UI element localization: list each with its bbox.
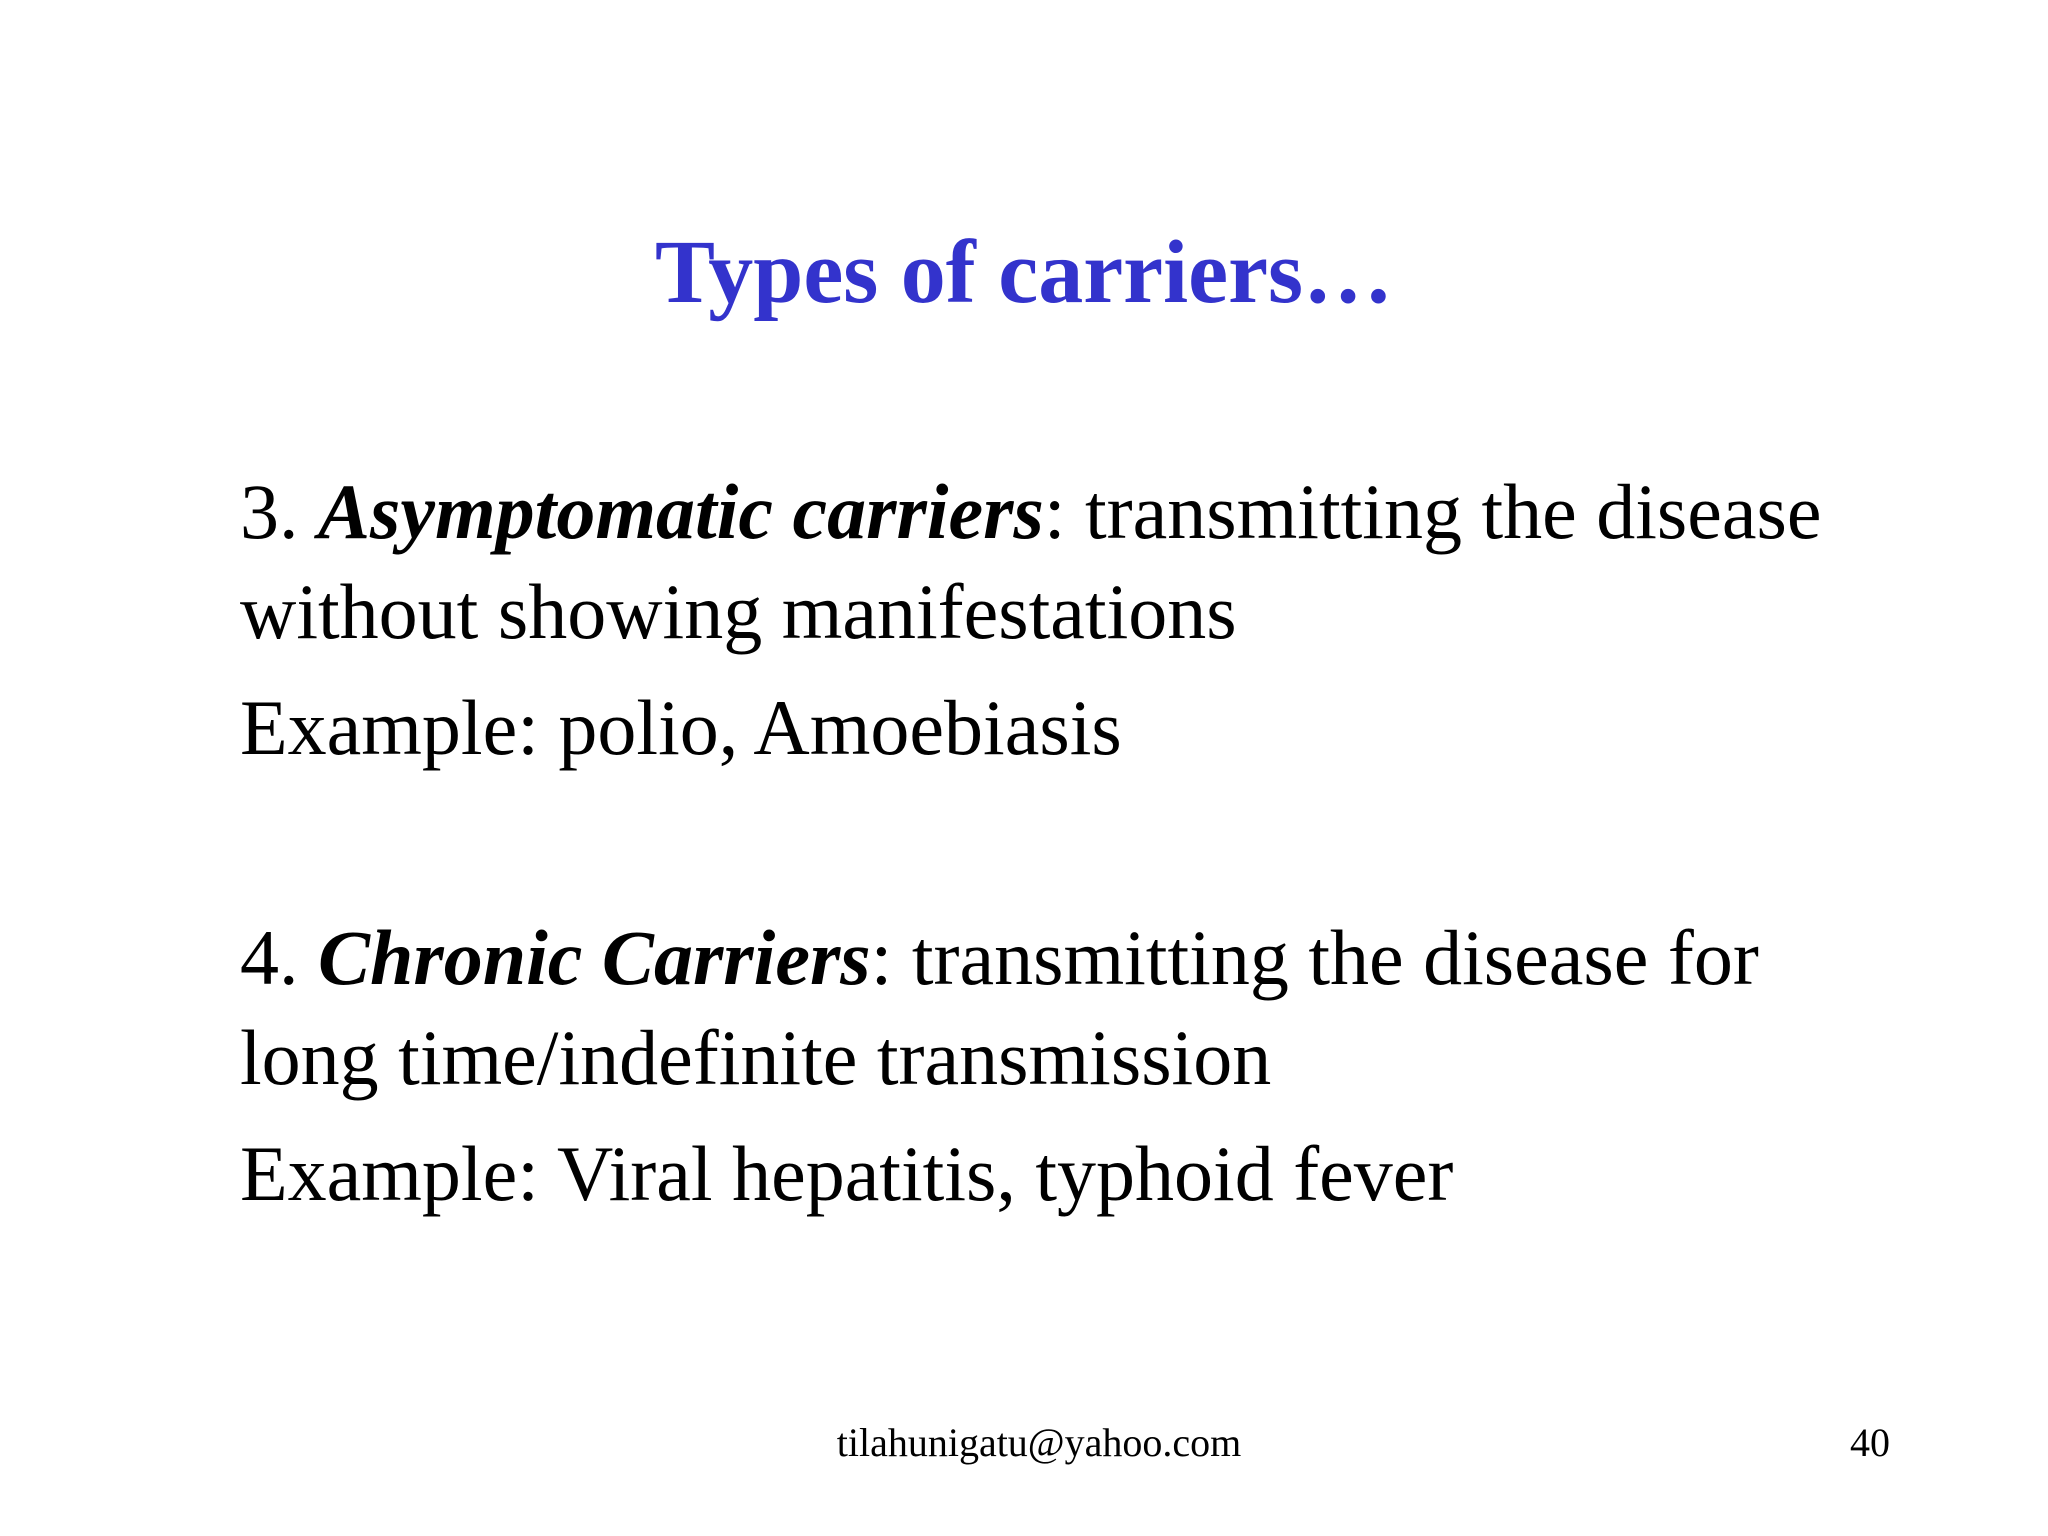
item-number: 4. xyxy=(240,914,299,1001)
carrier-item-chronic xyxy=(240,908,1900,1224)
footer-email: tilahunigatu@yahoo.com xyxy=(836,1420,1242,1465)
item-term: Asymptomatic carriers xyxy=(318,468,1044,555)
item-example: Example: polio, Amoebiasis xyxy=(240,684,1122,771)
page-number: 40 xyxy=(1850,1420,1890,1465)
item-term: Chronic Carriers xyxy=(318,914,871,1001)
item-definition: : transmitting the disease xyxy=(1043,468,1822,555)
item-definition: : transmitting the disease for xyxy=(870,914,1759,1001)
carrier-item-asymptomatic xyxy=(240,462,1900,778)
item-line-1 xyxy=(240,908,1900,1008)
slide-title: Types of carriers… xyxy=(654,223,1394,322)
item-number: 3. xyxy=(240,468,299,555)
item-line-1 xyxy=(240,462,1900,562)
item-example: Example: Viral hepatitis, typhoid fever xyxy=(240,1130,1454,1217)
item-line-2: long time/indefinite transmission xyxy=(240,1014,1272,1101)
item-line-2: without showing manifestations xyxy=(240,568,1237,655)
